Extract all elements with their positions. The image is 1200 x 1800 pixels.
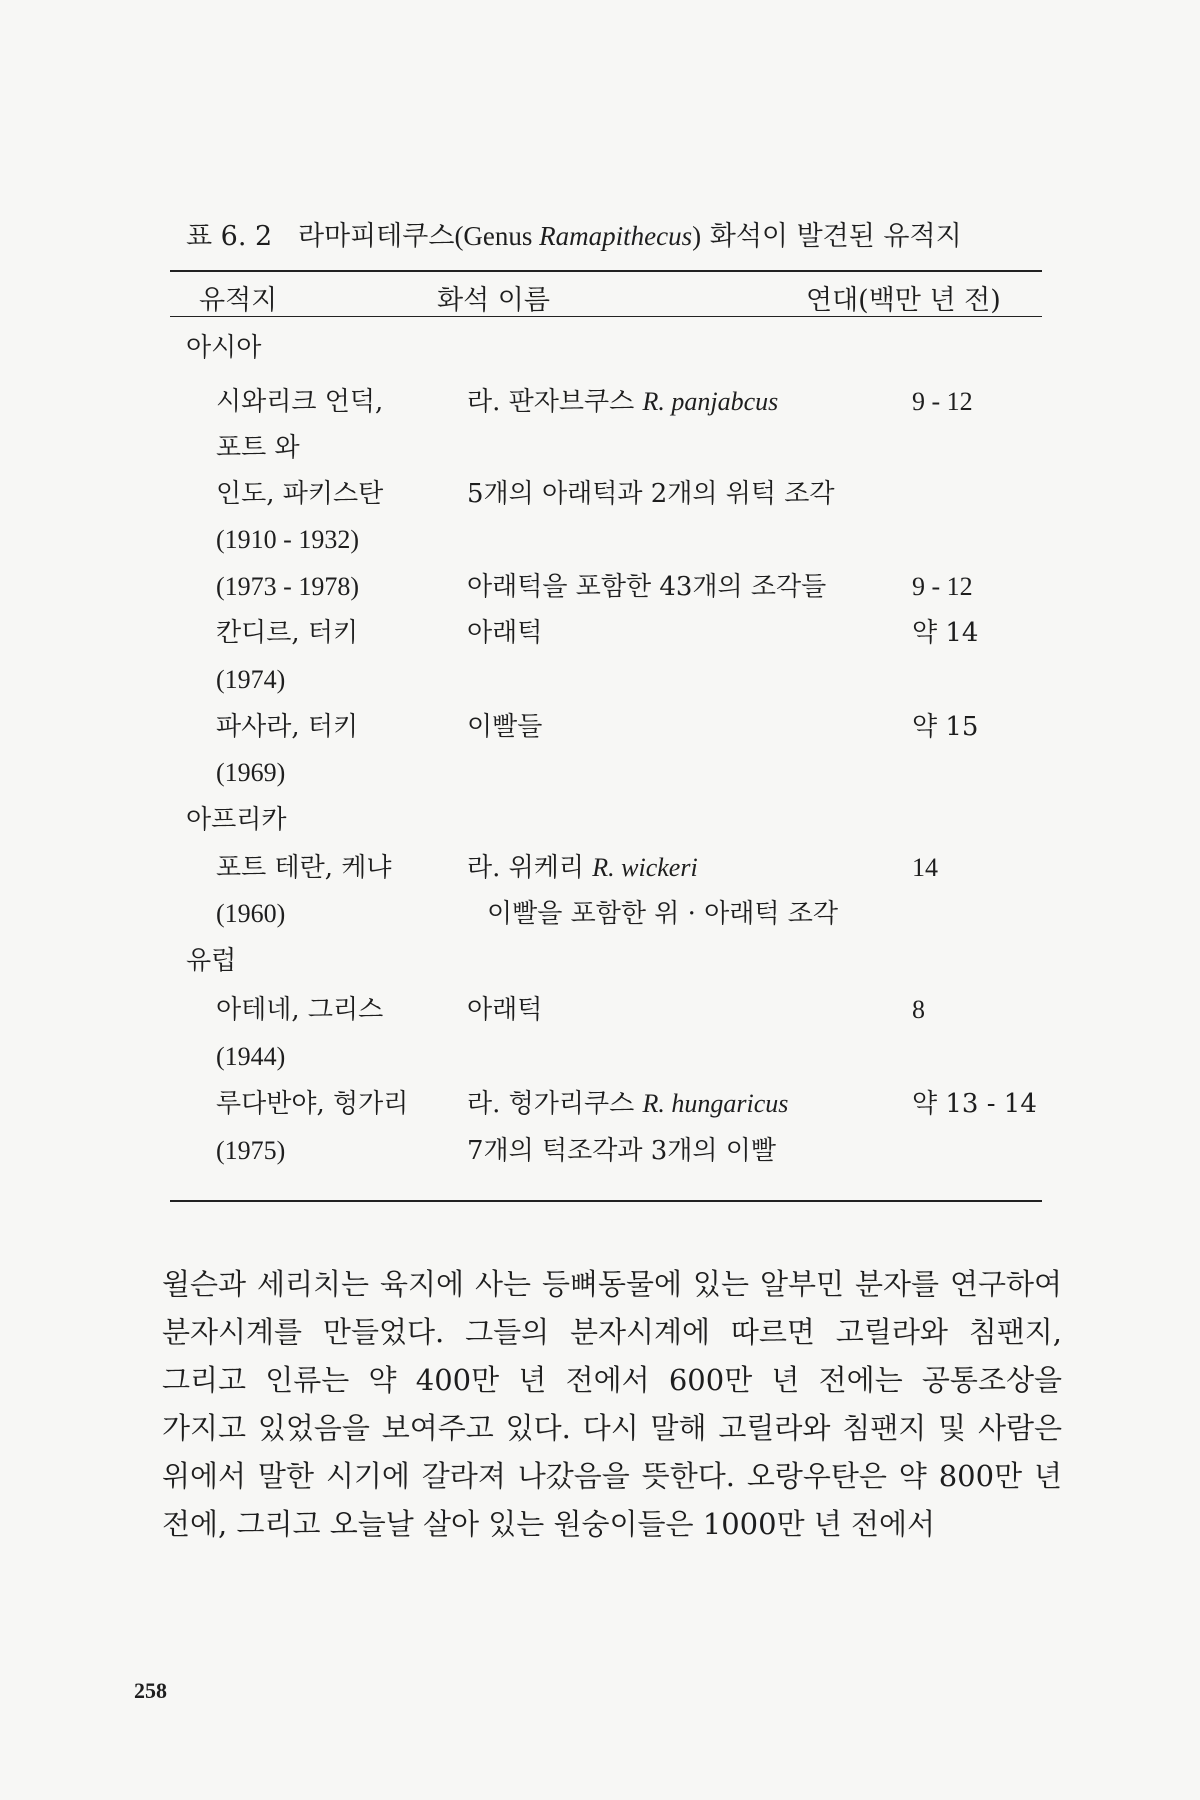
site-cell: (1944) — [216, 1042, 286, 1071]
region-europe: 유럽 — [186, 946, 237, 976]
body-paragraph: 윌슨과 세리치는 육지에 사는 등뼈동물에 있는 알부민 분자를 연구하여 분자시계를 만들었다. 그들의 분자시계에 따르면 고릴라와 침팬지, 그리고 인류는 약 400만 년 전에서 600만 년 전에는 공통조상을 가지고 있었음을 보여주고 있다. 다시 말해 고릴라와 침팬지 및 사람은 위에서 말한 시기에 갈라져 나갔음을 뜻한다. 오랑우탄은 약 800만 년 전에, 그리고 오늘날 살아 있는 원숭이들은 1000만 년 전에서 — [162, 1267, 1062, 1541]
fossil-name-latin: R. hungaricus — [642, 1089, 789, 1118]
fossil-cell: 이빨들 — [467, 712, 543, 742]
age-cell: 약 15 — [912, 712, 979, 742]
site-cell: (1973 - 1978) — [216, 572, 359, 601]
region-asia: 아시아 — [186, 333, 262, 363]
fossil-name-ko: 라. 판자브쿠스 — [467, 387, 635, 417]
fossil-name-latin: R. panjabcus — [642, 387, 779, 416]
fossil-cell: 아래턱을 포함한 43개의 조각들 — [467, 572, 827, 602]
fossil-name-ko: 라. 위케리 — [467, 853, 584, 883]
table-label: 표 6. 2 — [186, 221, 273, 252]
fossil-cell: 아래턱 — [467, 618, 543, 648]
table-caption — [186, 214, 962, 253]
fossil-cell — [467, 1089, 788, 1119]
site-cell: (1910 - 1932) — [216, 525, 359, 554]
site-cell: 포트 테란, 케냐 — [216, 853, 392, 883]
site-cell: 칸디르, 터키 — [216, 618, 359, 648]
age-cell: 9 - 12 — [912, 387, 973, 416]
table-bottom-rule — [170, 1200, 1042, 1202]
caption-close: ) — [692, 221, 702, 251]
fossil-name-latin: R. wickeri — [592, 853, 698, 882]
site-cell: 시와리크 언덕, — [216, 387, 384, 417]
site-cell: 파사라, 터키 — [216, 712, 359, 742]
caption-title-ko: 라마피테쿠스 — [297, 221, 455, 252]
fossil-cell — [467, 853, 698, 883]
table-top-rule — [170, 270, 1042, 272]
fossil-cell: 아래턱 — [467, 995, 543, 1025]
site-cell: (1975) — [216, 1136, 286, 1165]
header-fossil-name: 화석 이름 — [437, 285, 550, 316]
site-cell: (1974) — [216, 665, 286, 694]
site-cell: (1960) — [216, 899, 286, 928]
fossil-cell — [467, 387, 778, 417]
age-cell: 8 — [912, 995, 925, 1024]
header-age: 연대(백만 년 전) — [806, 285, 1001, 316]
age-cell: 약 14 — [912, 618, 979, 648]
age-cell: 약 13 - 14 — [912, 1089, 1037, 1119]
age-cell: 9 - 12 — [912, 572, 973, 601]
fossil-name-ko: 라. 헝가리쿠스 — [467, 1089, 635, 1119]
table-header-rule — [170, 316, 1042, 317]
caption-genus: (Genus — [454, 221, 540, 251]
caption-title-tail: 화석이 발견된 유적지 — [709, 221, 962, 252]
fossil-cell: 이빨을 포함한 위 · 아래턱 조각 — [487, 899, 838, 929]
site-cell: (1969) — [216, 758, 286, 787]
header-site: 유적지 — [199, 285, 278, 316]
site-cell: 인도, 파키스탄 — [216, 479, 384, 509]
page-number: 258 — [134, 1678, 167, 1703]
fossil-cell: 7개의 턱조각과 3개의 이빨 — [467, 1136, 777, 1166]
site-cell: 아테네, 그리스 — [216, 995, 384, 1025]
site-cell: 루다반야, 헝가리 — [216, 1089, 409, 1119]
site-cell: 포트 와 — [216, 433, 300, 463]
age-cell: 14 — [912, 853, 938, 882]
region-africa: 아프리카 — [186, 805, 287, 835]
caption-genus-name: Ramapithecus — [539, 221, 693, 251]
fossil-cell: 5개의 아래턱과 2개의 위턱 조각 — [467, 479, 835, 509]
